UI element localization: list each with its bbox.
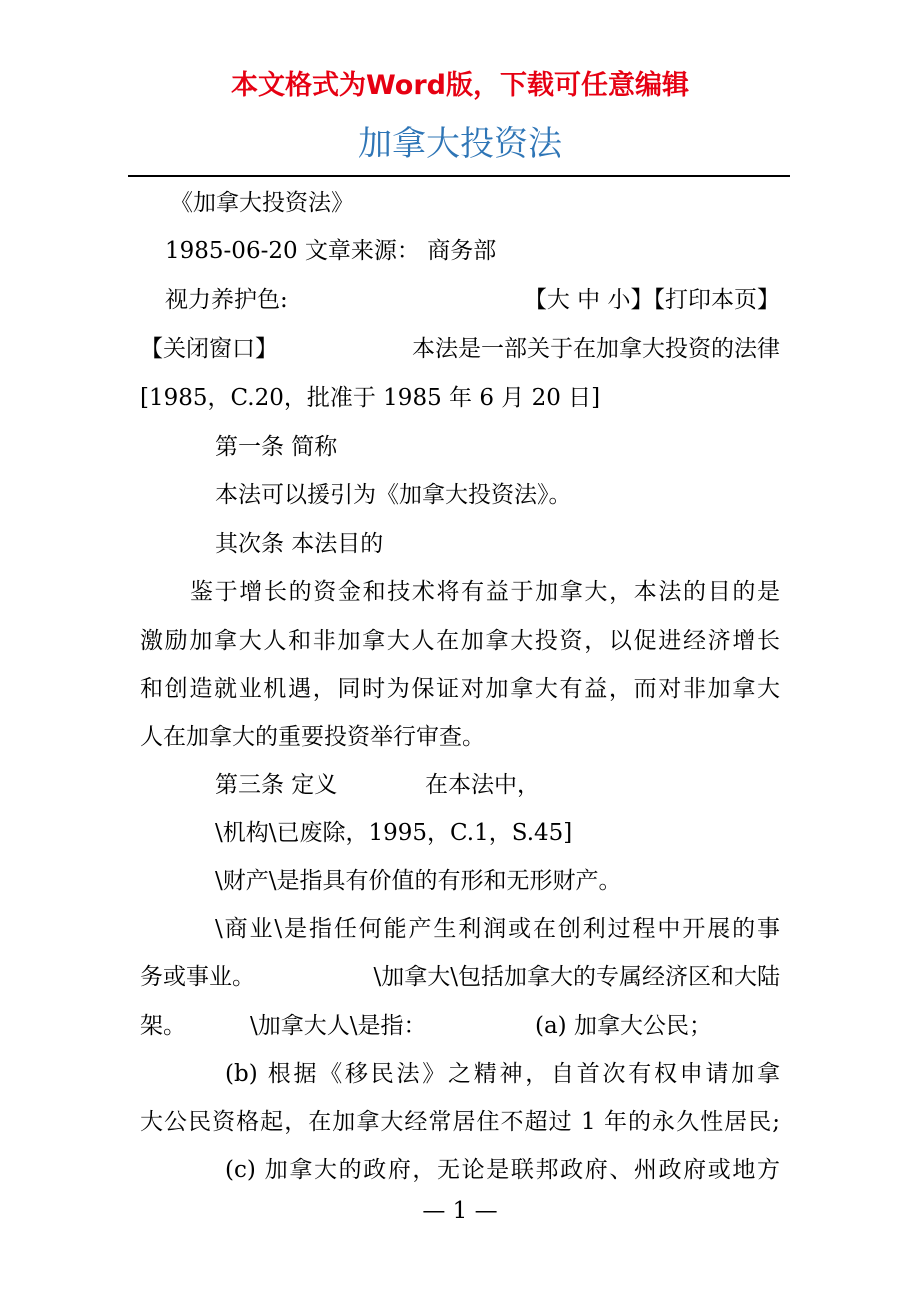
paragraph-line: 人在加拿大的重要投资举行审查。 — [140, 724, 485, 750]
article-3-line — [215, 770, 855, 800]
clause-c: (c) 加拿大的政府，无论是联邦政府、州政府或地方 — [225, 1157, 780, 1183]
clause-b: (b) 根据《移民法》之精神，自首次有权申请加拿 — [225, 1061, 780, 1087]
clause-b-continued: 大公民资格起，在加拿大经常居住不超过 1 年的永久性居民; — [140, 1109, 780, 1135]
date-source-line: 1985-06-20 文章来源： 商务部 — [165, 238, 497, 264]
law-intro-text: 本法是一部关于在加拿大投资的法律 — [412, 336, 780, 362]
article-3-intro: 在本法中， — [425, 772, 540, 798]
clause-a: (a) 加拿大公民； — [535, 1013, 712, 1039]
definition-property: \财产\是指具有价值的有形和无形财产。 — [215, 868, 622, 894]
download-banner: 本文格式为Word版，下载可任意编辑 — [230, 70, 689, 101]
definition-agency: \机构\已废除，1995，C.1，S.45] — [215, 820, 573, 846]
toolbar-line — [165, 285, 780, 315]
definition-line — [140, 1011, 780, 1041]
page-title: 加拿大投资法 — [358, 124, 562, 164]
canada-continued: 架。 — [140, 1013, 186, 1039]
definition-canadian: \加拿大人\是指： — [250, 1013, 427, 1039]
close-window-line — [140, 334, 780, 364]
doc-heading: 《加拿大投资法》 — [170, 190, 354, 216]
close-window-link[interactable]: 【关闭窗口】 — [140, 336, 278, 362]
law-citation: [1985，C.20，批准于 1985 年 6 月 20 日] — [140, 385, 601, 411]
definition-line — [140, 962, 780, 992]
paragraph-line: 和创造就业机遇，同时为保证对加拿大有益，而对非加拿大 — [140, 676, 780, 702]
title-divider — [128, 175, 790, 177]
article-1-text: 本法可以援引为《加拿大投资法》。 — [215, 482, 572, 508]
page-number: — 1 — — [422, 1198, 498, 1224]
eye-care-label: 视力养护色: — [165, 287, 288, 313]
paragraph-line: 鉴于增长的资金和技术将有益于加拿大，本法的目的是 — [190, 579, 780, 605]
definition-business: \商业\是指任何能产生利润或在创利过程中开展的事 — [215, 916, 780, 942]
paragraph-line: 激励加拿大人和非加拿大人在加拿大投资，以促进经济增长 — [140, 628, 780, 654]
article-1-heading: 第一条 简称 — [215, 434, 338, 460]
article-2-heading: 其次条 本法目的 — [215, 531, 384, 557]
font-print-links[interactable]: 【大 中 小】【打印本页】 — [523, 287, 780, 313]
article-3-heading: 第三条 定义 — [215, 772, 338, 798]
definition-canada: \加拿大\包括加拿大的专属经济区和大陆 — [373, 964, 780, 990]
business-continued: 务或事业。 — [140, 964, 255, 990]
